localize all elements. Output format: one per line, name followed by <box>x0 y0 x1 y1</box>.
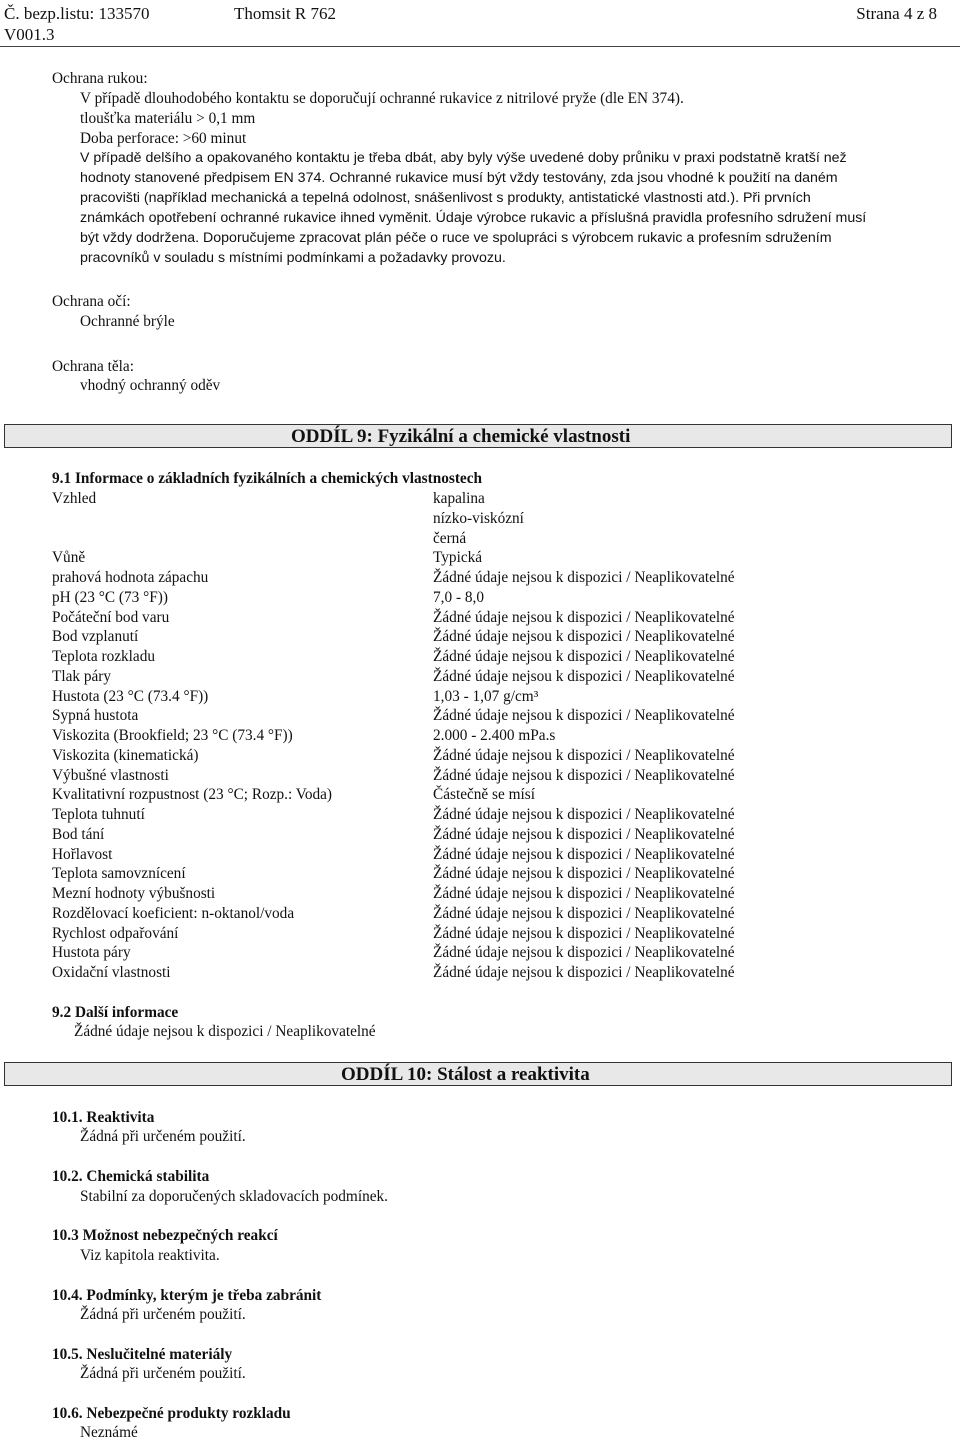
property-row <box>52 687 852 707</box>
property-value: Žádné údaje nejsou k dispozici / Neaplikovatelné <box>433 766 735 784</box>
property-row <box>52 963 852 983</box>
hand-protection-line: být vždy dodržena. Doporučujeme zpracovat plán péče o ruce ve spolupráci s výrobcem rukavic a profesním sdružením <box>80 230 832 246</box>
property-label: Kvalitativní rozpustnost (23 °C; Rozp.: Voda) <box>52 786 333 804</box>
property-value: Žádné údaje nejsou k dispozici / Neaplikovatelné <box>433 904 735 922</box>
property-value: Částečně se mísí <box>433 786 535 804</box>
subsection-9-2-text: Žádné údaje nejsou k dispozici / Neaplikovatelné <box>74 1023 376 1040</box>
property-label: Rychlost odpařování <box>52 924 179 942</box>
property-label: Oxidační vlastnosti <box>52 964 171 981</box>
property-row <box>52 825 852 845</box>
property-label: Viskozita (Brookfield; 23 °C (73.4 °F)) <box>52 727 293 744</box>
property-row <box>52 588 852 608</box>
property-value: Žádné údaje nejsou k dispozici / Neaplikovatelné <box>433 885 735 902</box>
property-row <box>52 943 852 963</box>
property-row <box>52 568 852 588</box>
property-value: Žádné údaje nejsou k dispozici / Neaplikovatelné <box>433 746 735 764</box>
hand-protection-line: známkách opotřebení ochranné rukavice ihned vyměnit. Údaje výrobce rukavic a příslušná pravidla profesního sdružení musí <box>80 210 867 226</box>
property-label: Sypná hustota <box>52 707 139 725</box>
property-value: Žádné údaje nejsou k dispozici / Neaplikovatelné <box>433 707 735 725</box>
property-row <box>52 805 852 825</box>
eye-protection-label: Ochrana očí: <box>52 293 131 310</box>
property-value: Žádné údaje nejsou k dispozici / Neaplikovatelné <box>433 569 735 586</box>
property-label: Teplota samovznícení <box>52 865 186 883</box>
property-label: prahová hodnota zápachu <box>52 569 209 586</box>
hand-protection-label: Ochrana rukou: <box>52 70 148 87</box>
property-row <box>52 864 852 884</box>
subsection-text: Neznámé <box>80 1424 138 1441</box>
property-value: Žádné údaje nejsou k dispozici / Neaplikovatelné <box>433 648 735 665</box>
property-value: kapalina <box>433 490 485 507</box>
property-value: Žádné údaje nejsou k dispozici / Neaplikovatelné <box>433 845 735 863</box>
property-row <box>52 529 852 549</box>
property-row <box>52 746 852 766</box>
hand-protection-line: pracovišti (například mechanická a tepelná odolnost, snášenlivost s produkty, antistatické vlastnosti atd.). Při prvních <box>80 190 811 206</box>
property-row <box>52 726 852 746</box>
property-label: pH (23 °C (73 °F)) <box>52 588 168 606</box>
hand-protection-line: V případě dlouhodobého kontaktu se doporučují ochranné rukavice z nitrilové pryže (dle EN 374). <box>80 90 684 107</box>
version-number: V001.3 <box>4 25 55 44</box>
property-value: Žádné údaje nejsou k dispozici / Neaplikovatelné <box>433 608 735 626</box>
property-value: 1,03 - 1,07 g/cm³ <box>433 687 539 705</box>
subsection-text: Žádná při určeném použití. <box>80 1306 246 1323</box>
property-row <box>52 489 852 509</box>
subsection-text: Viz kapitola reaktivita. <box>80 1247 220 1264</box>
property-row <box>52 647 852 667</box>
property-value: 7,0 - 8,0 <box>433 588 484 606</box>
properties-table <box>52 489 852 983</box>
section-10-title: ODDÍL 10: Stálost a reaktivita <box>341 1064 590 1085</box>
property-label: Vůně <box>52 549 86 567</box>
sds-number: Č. bezp.listu: 133570 <box>4 4 150 23</box>
subsection-heading: 10.2. Chemická stabilita <box>52 1168 210 1185</box>
property-label: Teplota tuhnutí <box>52 806 145 823</box>
product-name: Thomsit R 762 <box>234 4 337 23</box>
hand-protection-line: pracovníků v souladu s místními podmínkami a požadavky provozu. <box>80 250 506 266</box>
section-9-title: ODDÍL 9: Fyzikální a chemické vlastnosti <box>291 426 631 447</box>
property-label: Tlak páry <box>52 667 112 685</box>
property-value: 2.000 - 2.400 mPa.s <box>433 727 556 744</box>
property-label: Teplota rozkladu <box>52 648 155 665</box>
subsection-text: Žádná při určeném použití. <box>80 1365 246 1382</box>
property-value: Žádné údaje nejsou k dispozici / Neaplikovatelné <box>433 964 735 981</box>
property-value: Žádné údaje nejsou k dispozici / Neaplikovatelné <box>433 628 735 646</box>
property-label: Počáteční bod varu <box>52 608 170 626</box>
property-row <box>52 706 852 726</box>
property-row <box>52 667 852 687</box>
hand-protection-line: V případě delšího a opakovaného kontaktu je třeba dbát, aby byly výše uvedené doby průniku v praxi podstatně kratší než <box>80 150 847 166</box>
property-row <box>52 924 852 944</box>
subsection-heading: 10.4. Podmínky, kterým je třeba zabránit <box>52 1287 322 1304</box>
subsection-heading: 10.5. Neslučitelné materiály <box>52 1346 233 1363</box>
property-label: Výbušné vlastnosti <box>52 766 169 784</box>
subsection-9-1-heading: 9.1 Informace o základních fyzikálních a chemických vlastnostech <box>52 470 483 487</box>
subsection-text: Žádná při určeném použití. <box>80 1128 246 1145</box>
property-row <box>52 845 852 865</box>
body-protection-label: Ochrana těla: <box>52 358 134 375</box>
property-row <box>52 509 852 529</box>
property-value: Žádné údaje nejsou k dispozici / Neaplikovatelné <box>433 865 735 883</box>
subsection-9-2-heading: 9.2 Další informace <box>52 1004 179 1021</box>
subsection-heading: 10.1. Reaktivita <box>52 1109 155 1126</box>
property-label: Hustota (23 °C (73.4 °F)) <box>52 687 209 705</box>
property-value: černá <box>433 529 467 547</box>
property-row <box>52 608 852 628</box>
property-label: Viskozita (kinematická) <box>52 746 199 764</box>
property-value: Žádné údaje nejsou k dispozici / Neaplikovatelné <box>433 806 735 823</box>
property-row <box>52 904 852 924</box>
eye-protection-value: Ochranné brýle <box>80 313 175 330</box>
property-value: Žádné údaje nejsou k dispozici / Neaplikovatelné <box>433 825 735 843</box>
property-label: Bod vzplanutí <box>52 628 139 646</box>
property-label: Hustota páry <box>52 944 131 962</box>
page-number: Strana 4 z 8 <box>856 4 937 23</box>
hand-protection-line: hodnoty stanovené předpisem EN 374. Ochranné rukavice musí být vždy testovány, zda jsou vhodné k použití na daném <box>80 170 838 186</box>
property-value: nízko-viskózní <box>433 509 524 527</box>
property-row <box>52 548 852 568</box>
property-value: Typická <box>433 549 483 567</box>
property-row <box>52 766 852 786</box>
hand-protection-line: tloušťka materiálu > 0,1 mm <box>80 110 256 127</box>
property-value: Žádné údaje nejsou k dispozici / Neaplikovatelné <box>433 944 735 962</box>
property-label: Mezní hodnoty výbušnosti <box>52 885 216 902</box>
body-protection-value: vhodný ochranný oděv <box>80 377 221 394</box>
property-label: Vzhled <box>52 490 97 507</box>
property-row <box>52 627 852 647</box>
property-row <box>52 884 852 904</box>
property-value: Žádné údaje nejsou k dispozici / Neaplikovatelné <box>433 667 735 685</box>
header-divider <box>0 46 960 47</box>
property-row <box>52 785 852 805</box>
subsection-heading: 10.3 Možnost nebezpečných reakcí <box>52 1227 278 1244</box>
subsection-heading: 10.6. Nebezpečné produkty rozkladu <box>52 1405 291 1422</box>
subsection-text: Stabilní za doporučených skladovacích podmínek. <box>80 1188 388 1205</box>
property-label: Hořlavost <box>52 845 113 863</box>
property-value: Žádné údaje nejsou k dispozici / Neaplikovatelné <box>433 924 735 942</box>
hand-protection-line: Doba perforace: >60 minut <box>80 130 247 147</box>
property-label: Bod tání <box>52 825 105 843</box>
property-label: Rozdělovací koeficient: n-oktanol/voda <box>52 904 295 922</box>
